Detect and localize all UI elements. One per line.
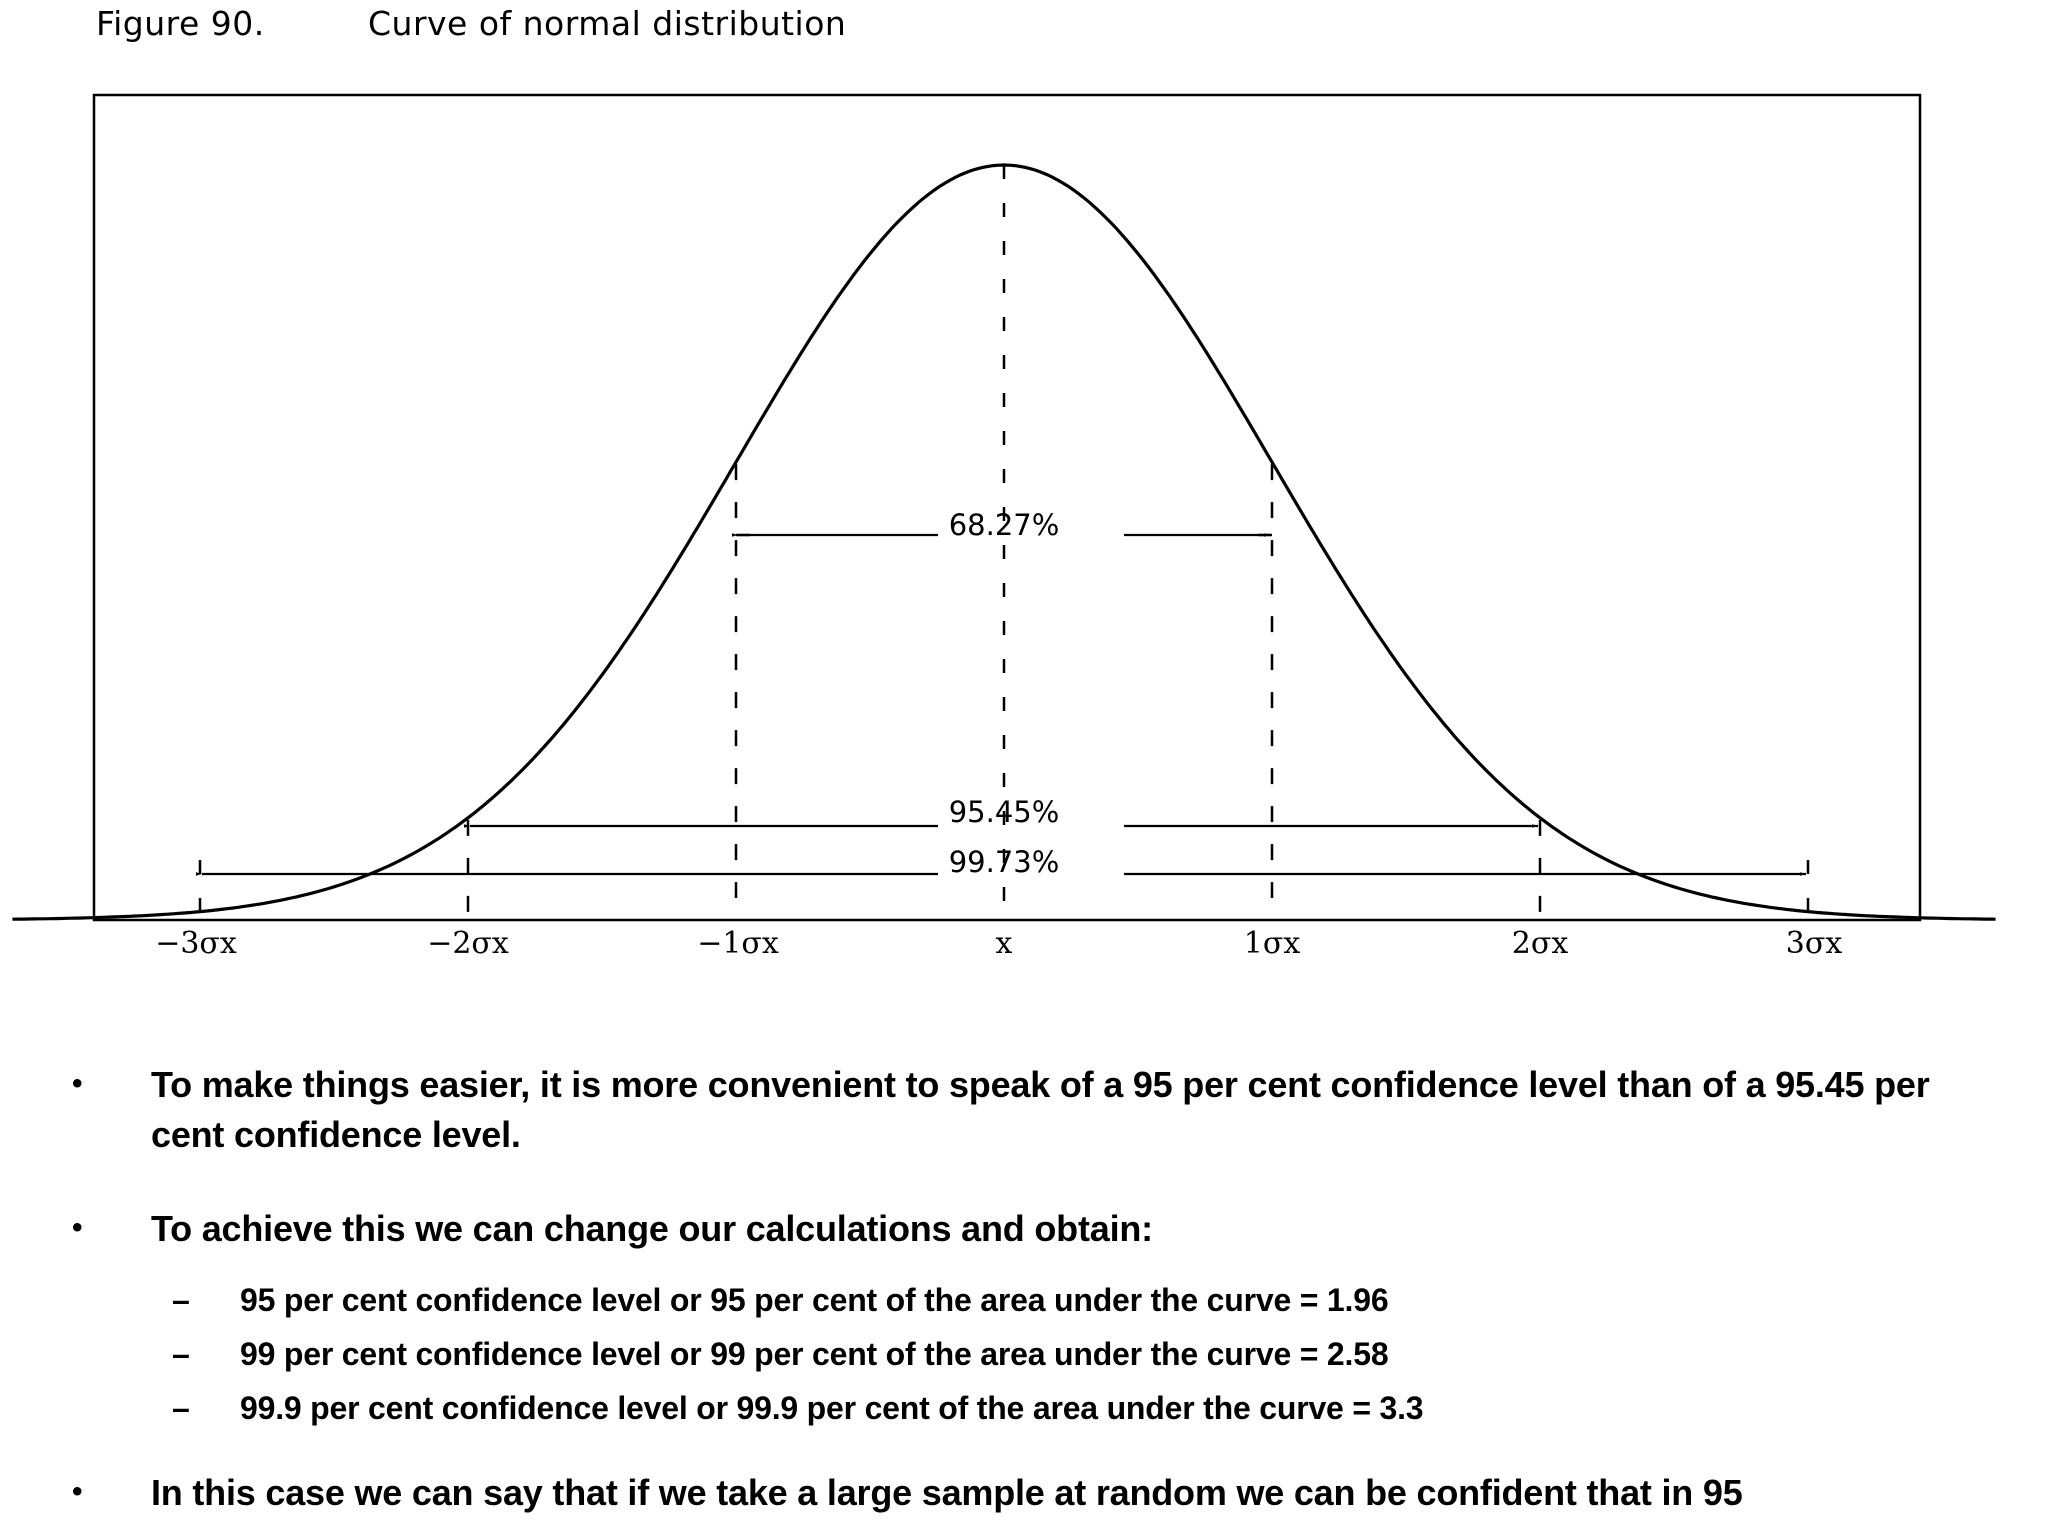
sub-item-dash: –	[172, 1390, 190, 1426]
bullet-dot: •	[72, 1211, 83, 1244]
sub-item-text: 99.9 per cent confidence level or 99.9 per cent of the area under the curve = 3.3	[240, 1390, 1424, 1426]
tick-label-2-sigma: 2σx	[1511, 926, 1569, 961]
tick-label-1-sigma: 1σx	[1243, 926, 1301, 961]
bullet-dot: •	[72, 1475, 83, 1508]
sub-item-dash: –	[172, 1336, 190, 1372]
bullet-text: In this case we can say that if we take a large sample at random we can be confident that in 95	[151, 1472, 1743, 1513]
bullet-dot: •	[72, 1067, 83, 1100]
tick-label-mean: x	[995, 926, 1013, 961]
sub-item-dash: –	[172, 1282, 190, 1318]
bullet-text: To achieve this we can change our calculations and obtain:	[151, 1208, 1153, 1249]
figure-number: Figure 90.	[96, 4, 265, 43]
sub-item-text: 99 per cent confidence level or 99 per cent of the area under the curve = 2.58	[240, 1336, 1389, 1372]
label-99-percent: 99.73%	[948, 845, 1060, 879]
tick-label-minus-1-sigma: −1σx	[697, 926, 779, 961]
tick-label-minus-2-sigma: −2σx	[427, 926, 509, 961]
sub-item-text: 95 per cent confidence level or 95 per cent of the area under the curve = 1.96	[240, 1282, 1389, 1318]
bullet-text: To make things easier, it is more convenient to speak of a 95 per cent confidence level than of a 95.45 per cent confidence level.	[151, 1064, 1930, 1155]
tick-label-minus-3-sigma: −3σx	[155, 926, 237, 961]
figure-title: Curve of normal distribution	[368, 4, 847, 43]
label-68-percent: 68.27%	[948, 508, 1060, 542]
tick-label-3-sigma: 3σx	[1785, 926, 1843, 961]
label-95-percent: 95.45%	[948, 795, 1060, 829]
